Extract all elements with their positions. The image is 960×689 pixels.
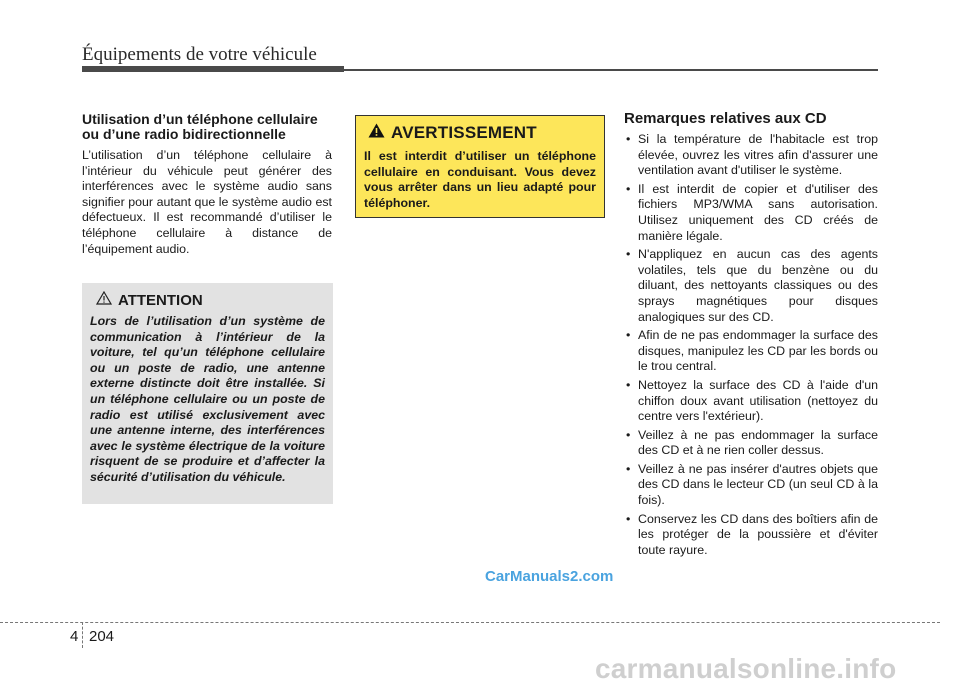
bullet: •	[626, 132, 631, 146]
chapter-number: 4	[70, 628, 79, 645]
page-number: 204	[89, 628, 115, 645]
list-item	[624, 247, 878, 325]
warning-title: AVERTISSEMENT	[391, 123, 537, 142]
bullet: •	[626, 377, 631, 392]
phone-section-heading: Utilisation d’un téléphone cellulaire ou d’une radio bidirectionnelle	[82, 111, 318, 142]
caution-triangle-icon	[96, 291, 112, 310]
list-item	[624, 512, 878, 559]
list-item-text: Afin de ne pas endommager la surface des disques, manipulez les CD par les bords ou le trou central.	[638, 328, 878, 374]
bullet: •	[626, 461, 631, 476]
footer-dashed-rule	[0, 622, 940, 623]
warning-box	[355, 115, 605, 218]
list-item-text: Il est interdit de copier et d'utiliser des fichiers MP3/WMA sans autorisation. Utilisez uniquement des CD créés de manière légale.	[638, 181, 878, 243]
warning-triangle-icon	[368, 123, 385, 143]
warning-header	[364, 123, 596, 143]
page-header-title: Équipements de votre véhicule	[82, 44, 317, 65]
bullet: •	[626, 247, 631, 262]
list-item	[624, 132, 878, 179]
list-item-text: Veillez à ne pas endommager la surface des CD et à ne rien coller dessus.	[638, 427, 878, 458]
watermark-link-top[interactable]: CarManuals2.com	[485, 568, 614, 585]
list-item	[624, 328, 878, 375]
attention-box	[82, 283, 333, 504]
list-item-text: Veillez à ne pas insérer d'autres objets que des CD dans le lecteur CD (un seul CD à la fois).	[638, 461, 878, 508]
list-item-text: Conservez les CD dans des boîtiers afin de les protéger de la poussière et d'éviter toute rayure.	[638, 511, 878, 557]
header-rule	[344, 69, 878, 71]
list-item	[624, 428, 878, 459]
phone-section-body: L’utilisation d’un téléphone cellulaire à l’intérieur du véhicule peut générer des interférences avec le système audio sans signifier pour autant que le système audio est défectueux. Il est recommandé d’utiliser le téléphone cellulaire à distance de l’équipement audio.	[82, 148, 332, 256]
list-item	[624, 182, 878, 244]
header-bar	[82, 66, 344, 72]
attention-header	[90, 291, 325, 310]
cd-section-heading: Remarques relatives aux CD	[624, 110, 827, 127]
warning-body: Il est interdit d’utiliser un téléphone cellulaire en conduisant. Vous devez vous arrêter dans un lieu adapté pour téléphoner.	[364, 149, 596, 210]
phone-section	[82, 112, 332, 257]
footer-dashed-divider	[82, 622, 83, 648]
list-item-text: Nettoyez la surface des CD à l'aide d'un chiffon doux avant utilisation (nettoyez du centre vers l'extérieur).	[638, 377, 878, 424]
list-item	[624, 378, 878, 425]
bullet: •	[626, 181, 631, 196]
bullet: •	[626, 427, 631, 442]
attention-title: ATTENTION	[118, 292, 203, 309]
list-item-text: Si la température de l'habitacle est trop élevée, ouvrez les vitres afin d'assurer une ventilation avant d'utiliser le système.	[638, 132, 878, 178]
bullet: •	[626, 328, 631, 343]
bullet: •	[626, 511, 631, 526]
watermark-bottom: carmanualsonline.info	[595, 653, 897, 684]
attention-body: Lors de l’utilisation d’un système de communication à l’intérieur de la voiture, tel qu’un téléphone cellulaire ou un poste de radio, une antenne externe distincte doit être installée. Si un téléphone cellulaire ou un poste de radio est utilisé exclusivement avec une antenne interne, des interférences avec le système électrique de la voiture risquent de se produire et d’affecter la sécurité d’utilisation du véhicule.	[90, 314, 325, 484]
list-item-text: N'appliquez en aucun cas des agents volatiles, tels que du benzène ou du diluant, des nettoyants classiques ou des sprays magnétiques pour disques analogiques sur des CD.	[638, 247, 878, 324]
list-item	[624, 462, 878, 509]
cd-section	[624, 111, 878, 561]
cd-remarks-list	[624, 132, 878, 558]
